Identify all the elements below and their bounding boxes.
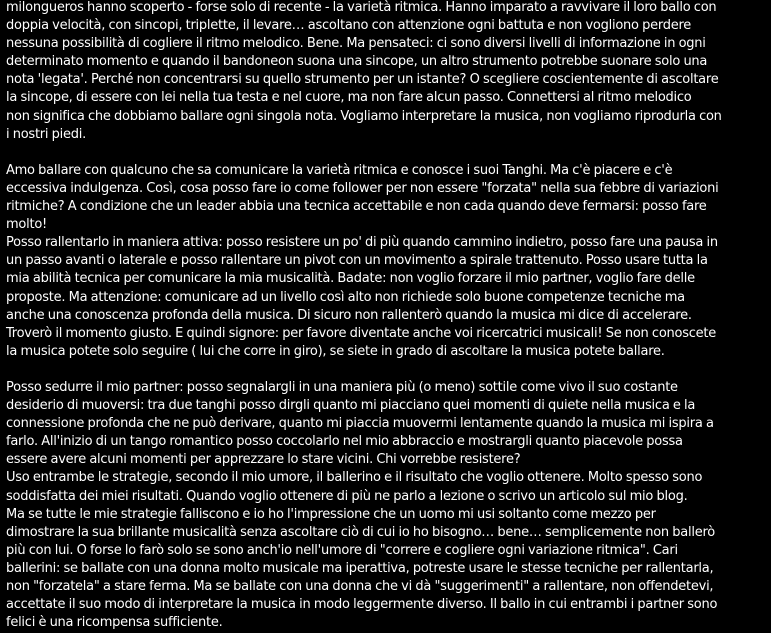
text-line: la sincope, di essere con lei nella tua testa e nel cuore, ma non fare alcun passo. Connettersi al ritmo melodico [6, 90, 692, 106]
text-line: non "forzatela" a stare ferma. Ma se ballate con una donna che vi dà "suggerimenti" a rallentare, non offendetevi, [6, 579, 714, 594]
text-line: dimostrare la sua brillante musicalità senza ascoltare ciò di cui io ho bisogno… bene… semplicemente non ballerò [6, 524, 715, 540]
text-line: nessuna possibilità di cogliere il ritmo melodico. Bene. Ma pensateci: ci sono diversi livelli di informazione in ogni [6, 36, 706, 52]
text-line: accettate il suo modo di interpretare la musica in modo leggermente diverso. Il ballo in cui entrambi i partner sono [6, 597, 718, 613]
text-line: nota 'legata'. Perché non concentrarsi su quello strumento per un istante? O scegliere coscientemente di ascoltare [6, 72, 719, 88]
text-line: determinato momento e quando il bandoneon suona una sincope, un altro strumento potrebbe suonare solo una [6, 54, 708, 70]
text-line: un passo avanti o laterale e posso rallentare un pivot con un movimento a spirale trattenuto. Posso usare tutta la [6, 253, 708, 269]
text-line: doppia velocità, con sincopi, triplette, il levare… ascoltano con attenzione ogni battuta e non vogliono perdere [6, 18, 692, 34]
text-line: ballerini: se ballate con una donna molto musicale ma iperattiva, potreste usare le stesse tecniche per rallentarla, [6, 560, 714, 576]
text-line: proposte. Ma attenzione: comunicare ad un livello così alto non richiede solo buone competenze tecniche ma [6, 289, 685, 305]
text-line: felici è una ricompensa sufficiente. [6, 615, 223, 631]
text-line: Ma se tutte le mie strategie falliscono e io ho l'impressione che un uomo mi usi soltanto come mezzo per [6, 506, 656, 522]
text-line: Amo ballare con qualcuno che sa comunicare la varietà ritmica e conosce i suoi Tanghi. Ma c'è piacere e c'è [6, 162, 673, 178]
paragraph-1 [6, 0, 766, 144]
text-line: molto! [6, 217, 47, 233]
text-line: non significa che dobbiamo ballare ogni singola nota. Vogliamo interpretare la musica, non vogliamo riprodurla con [6, 108, 722, 124]
text-line: Posso rallentarlo in maniera attiva: posso resistere un po' di più quando cammino indietro, posso fare una pausa in [6, 235, 718, 251]
text-line: milongueros hanno scoperto - forse solo di recente - la varietà ritmica. Hanno imparato a ravvivare il loro ballo con [6, 0, 717, 15]
text-line: Troverò il momento giusto. E quindi signore: per favore diventate anche voi ricercatrici musicali! Se non conoscete [6, 325, 716, 341]
text-line: la musica potete solo seguire ( lui che corre in giro), se siete in grado di ascoltare la musica potete ballare. [6, 343, 665, 359]
paragraph-3 [6, 379, 766, 632]
text-line: essere avere alcuni momenti per apprezzare lo stare vicini. Chi vorrebbe resistere? [6, 452, 521, 468]
text-line: mia abilità tecnica per comunicare la mia musicalità. Badate: non voglio forzare il mio partner, voglio fare delle [6, 271, 695, 287]
text-line: eccessiva indulgenza. Così, cosa posso fare io come follower per non essere "forzata" nella sua febbre di variazioni [6, 180, 719, 196]
text-line: Posso sedurre il mio partner: posso segnalargli in una maniera più (o meno) sottile come vivo il suo costante [6, 379, 678, 395]
text-line: anche una conoscenza profonda della musica. Di sicuro non rallenterò quando la musica mi dice di accelerare. [6, 307, 692, 323]
text-line: i nostri piedi. [6, 126, 87, 142]
text-line: desiderio di muoversi: tra due tanghi posso dirgli quanto mi piacciano quei momenti di quiete nella musica e la [6, 398, 696, 414]
text-line: farlo. All'inizio di un tango romantico posso coccolarlo nel mio abbraccio e mostrargli quanto piacevole possa [6, 434, 683, 450]
paragraph-gap [6, 144, 766, 162]
text-line: soddisfatta dei miei risultati. Quando voglio ottenere di più ne parlo a lezione o scrivo un articolo sul mio blog. [6, 488, 688, 504]
text-line: ritmiche? A condizione che un leader abbia una tecnica accettabile e non cada quando deve fermarsi: posso fare [6, 199, 707, 215]
paragraph-2 [6, 162, 766, 361]
paragraph-gap [6, 361, 766, 379]
text-line: più con lui. O forse lo farò solo se sono anch'io nell'umore di "correre e cogliere ogni variazione ritmica". Cari [6, 542, 678, 558]
article-body [6, 0, 766, 632]
text-line: connessione profonda che ne può derivare, quanto mi piaccia muovermi lentamente quando la musica mi ispira a [6, 416, 714, 432]
text-line: Uso entrambe le strategie, secondo il mio umore, il ballerino e il risultato che voglio ottenere. Molto spesso sono [6, 470, 703, 486]
